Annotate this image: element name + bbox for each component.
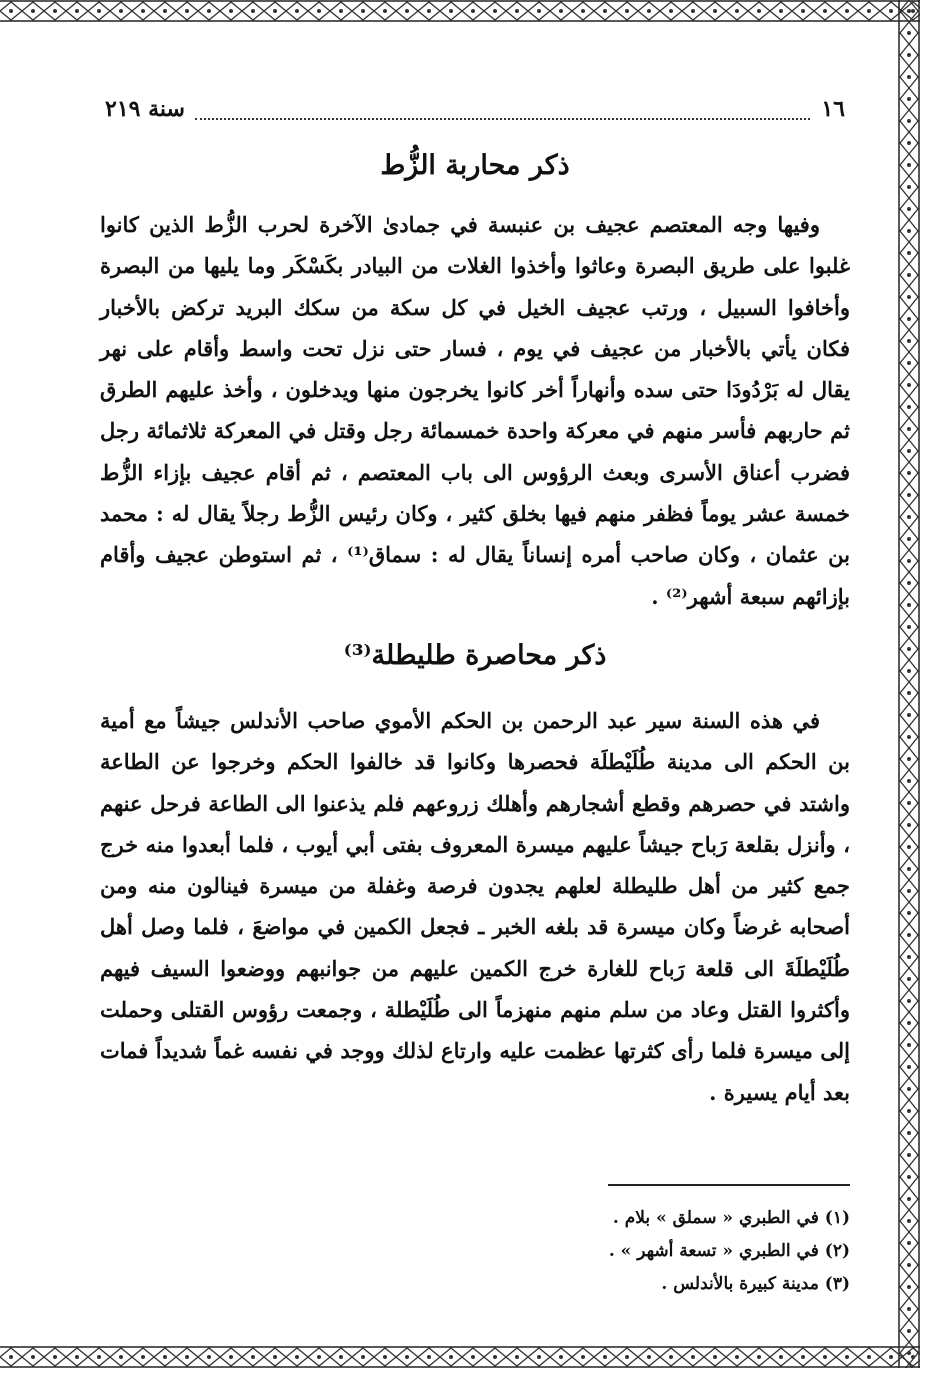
footnote-separator <box>608 1184 850 1186</box>
section-title: ذكر محاربة الزُّط <box>380 150 570 181</box>
page-border-top <box>0 0 920 22</box>
book-page <box>100 80 850 1340</box>
footnote: (٣) مدينة كبيرة بالأندلس . <box>661 1274 850 1294</box>
page-border-bottom <box>0 1346 920 1368</box>
section-paragraph: وفيها وجه المعتصم عجيف بن عنبسة في جمادىٰ الآخرة لحرب الزُّط الذين كانوا غلبوا على طريق البصرة وعاثوا وأخذوا الغلات من البيادر بكَسْكَر وما يليها من البصرة وأخافوا السبيل ، ورتب عجيف الخيل في كل سكة من سكك البريد تركض بالأخبار فكان يأتي بالأخبار من عجيف في يوم ، فسار حتى نزل تحت واسط وأقام على نهر يقال له بَرْدُودَا حتى سده وأنهاراً أخر كانوا يخرجون منها ويدخلون ، وأخذ عليهم الطرق ثم حاربهم فأسر منهم في معركة واحدة خمسمائة رجل وقتل في المعركة ثلاثمائة رجل فضرب أعناق الأسرى وبعث الرؤوس الى باب المعتصم ، ثم أقام عجيف بإزاء الزُّط خمسة عشر يوماً فظفر منهم فيها بخلق كثير ، وكان رئيس الزُّط رجلاً يقال له : محمد بن عثمان ، وكان صاحب أمره إنساناً يقال له : سماق⁽¹⁾ ، ثم استوطن عجيف وأقام بإزائهم سبعة أشهر⁽²⁾ . <box>100 212 850 609</box>
section-title: ذكر محاصرة طليطلة⁽³⁾ <box>343 640 607 671</box>
section-paragraph: في هذه السنة سير عبد الرحمن بن الحكم الأموي صاحب الأندلس جيشاً مع أمية بن الحكم الى مدينة طُلَيْطلَة فحصرها وكانوا قد خالفوا الحكم وخرجوا عن الطاعة واشتد في حصرهم وقطع أشجارهم وأهلك زروعهم فلم يذعنوا الى الطاعة فرحل عنهم ، وأنزل بقلعة رَباح جيشاً عليهم ميسرة المعروف بفتى أبي أيوب ، فلما أبعدوا منه خرج جمع كثير من أهل طليطلة لعلهم يجدون فرصة وغفلة من ميسرة فينالون منه ومن أصحابه غرضاً وكان ميسرة قد بلغه الخبر ـ فجعل الكمين في مواضعَ ، فلما وصل أهل طُلَيْطلَةَ الى قلعة رَباح للغارة خرج الكمين عليهم من جوانبهم ووضعوا السيف فيهم وأكثروا القتل وعاد من سلم منهم منهزماً الى طُلَيْطلة ، وجمعت رؤوس القتلى وحملت إلى ميسرة فلما رأى كثرتها عظمت عليه وارتاع لذلك ووجد في نفسه غماً شديداً فمات بعد أيام يسيرة . <box>100 708 850 1105</box>
footnotes <box>100 1202 850 1301</box>
page-number: ١٦ <box>821 96 845 122</box>
footnote: (١) في الطبري « سملق » بلام . <box>612 1208 850 1228</box>
header-dotted-rule <box>195 118 810 120</box>
page-border-right <box>898 0 920 1368</box>
running-title: سنة ٢١٩ <box>105 96 185 122</box>
page-header <box>100 96 850 126</box>
footnote: (٢) في الطبري « تسعة أشهر » . <box>608 1241 850 1261</box>
